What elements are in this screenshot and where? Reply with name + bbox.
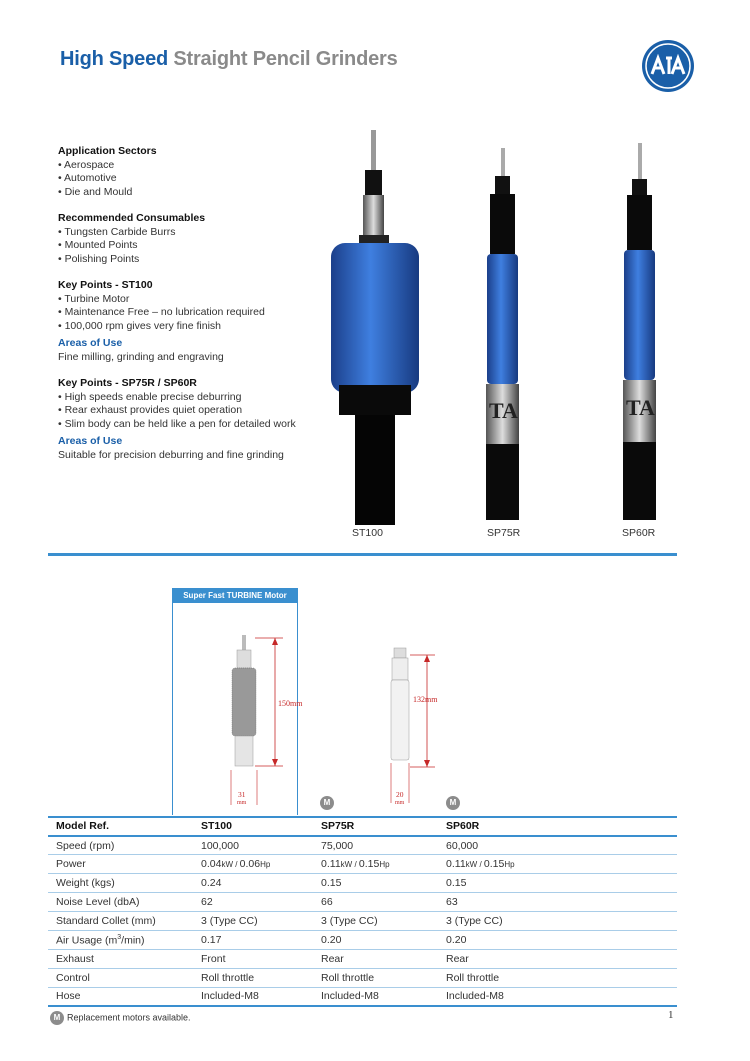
list-item: • Rear exhaust provides quiet operation (58, 404, 243, 416)
title-highlight: High Speed (60, 48, 169, 70)
list-item: • Polishing Points (58, 252, 140, 265)
st100-length-label: 150mm (278, 699, 303, 708)
list-item: • Slim body can be held like a pen for detailed work (58, 417, 296, 430)
row-label: Air Usage $(m^3/\min)$ (48, 930, 193, 949)
section-divider (48, 553, 677, 556)
table-cell: 0.11kW / 0.15Hp (438, 855, 677, 874)
table-cell: 62 (193, 893, 313, 912)
table-cell: 0.04kW / 0.06Hp (193, 855, 313, 874)
table-cell: 0.20 (438, 930, 677, 949)
table-cell: 0.17 (193, 930, 313, 949)
table-row (48, 949, 677, 968)
turbine-label: Super Fast TURBINE Motor (173, 589, 297, 603)
motor-badge-icon: M (50, 1011, 64, 1025)
table-row (48, 836, 677, 855)
table-cell: Included-M8 (193, 987, 313, 1006)
table-header-cell: ST100 (193, 817, 313, 836)
consumables-heading: Recommended Consumables (58, 212, 206, 224)
table-cell: 100,000 (193, 836, 313, 855)
table-cell: Roll throttle (438, 968, 677, 987)
table-cell: 3 (Type CC) (313, 911, 438, 930)
list-item: • Turbine Motor (58, 292, 130, 305)
table-header-cell: Model Ref. (48, 817, 193, 836)
list-item: • Mounted Points (58, 239, 138, 251)
table-row (48, 855, 677, 874)
table-row (48, 874, 677, 893)
list-item: • Tungsten Carbide Burrs (58, 225, 176, 238)
list-item: • 100,000 rpm gives very fine finish (58, 319, 222, 332)
table-row (48, 893, 677, 912)
table-cell: 0.11kW / 0.15Hp (313, 855, 438, 874)
table-row (48, 987, 677, 1006)
table-cell: 0.20 (313, 930, 438, 949)
sp-dimension-diagram (385, 645, 460, 805)
table-cell: Roll throttle (313, 968, 438, 987)
ata-logo-icon (640, 38, 696, 94)
ta-label: TA (489, 398, 518, 423)
sp-width-label: 20 (396, 790, 404, 799)
table-row (48, 968, 677, 987)
page-title (60, 48, 398, 71)
product-caption: SP60R (622, 527, 656, 539)
page-number: 1 (668, 1009, 674, 1021)
table-cell: Included-M8 (313, 987, 438, 1006)
motor-badge-icon: M (320, 796, 334, 810)
row-label: Standard Collet (mm) (48, 911, 193, 930)
product-caption: SP75R (487, 527, 521, 539)
table-row (48, 911, 677, 930)
list-item: • Maintenance Free – no lubrication required (58, 306, 265, 318)
sp75r-product-image (480, 148, 525, 520)
list-item: • Automotive (58, 172, 117, 184)
row-label: Exhaust (48, 949, 193, 968)
table-cell: 63 (438, 893, 677, 912)
table-cell: 3 (Type CC) (438, 911, 677, 930)
table-header-cell: SP75R (313, 817, 438, 836)
areas-of-use-heading: Areas of Use (58, 435, 123, 447)
footnote-text: Replacement motors available. (67, 1012, 191, 1023)
row-label: Control (48, 968, 193, 987)
title-rest: Straight Pencil Grinders (173, 48, 398, 70)
table-cell: 60,000 (438, 836, 677, 855)
row-label: Weight (kgs) (48, 874, 193, 893)
st100-width-label: 31 (238, 790, 246, 799)
areas-of-use-heading: Areas of Use (58, 337, 123, 349)
list-item: • High speeds enable precise deburring (58, 390, 242, 403)
table-cell: Front (193, 949, 313, 968)
description-column (58, 145, 328, 462)
areas-of-use-text: Fine milling, grinding and engraving (58, 350, 224, 363)
product-caption: ST100 (352, 527, 383, 539)
st100-width-unit: mm (237, 800, 247, 806)
row-label: Noise Level (dbA) (48, 893, 193, 912)
table-cell: Rear (438, 949, 677, 968)
table-cell: Included-M8 (438, 987, 677, 1006)
table-header-row (48, 817, 677, 836)
key-points-sp-heading: Key Points - SP75R / SP60R (58, 377, 197, 389)
key-points-st100-heading: Key Points - ST100 (58, 279, 153, 291)
row-label: Hose (48, 987, 193, 1006)
row-label: Power (48, 855, 193, 874)
list-item: • Aerospace (58, 158, 115, 171)
footnote (50, 1011, 191, 1025)
areas-of-use-text: Suitable for precision deburring and fine grinding (58, 448, 284, 461)
table-cell: Roll throttle (193, 968, 313, 987)
specifications-table (48, 816, 677, 1007)
table-cell: 0.15 (313, 874, 438, 893)
sp-width-unit: mm (395, 800, 405, 806)
st100-product-image (325, 125, 425, 525)
table-cell: 75,000 (313, 836, 438, 855)
table-cell: Rear (313, 949, 438, 968)
table-cell: 66 (313, 893, 438, 912)
ta-label: TA (626, 395, 655, 420)
row-label: Speed (rpm) (48, 836, 193, 855)
table-row (48, 930, 677, 949)
sp-length-label: 132mm (413, 695, 438, 704)
motor-badge-icon: M (446, 796, 460, 810)
table-cell: 0.15 (438, 874, 677, 893)
table-cell: 3 (Type CC) (193, 911, 313, 930)
table-cell: 0.24 (193, 874, 313, 893)
st100-dimension-diagram (225, 630, 303, 810)
application-sectors-heading: Application Sectors (58, 145, 157, 157)
sp60r-product-image (617, 143, 662, 520)
list-item: • Die and Mould (58, 185, 133, 198)
table-header-cell: SP60R (438, 817, 677, 836)
